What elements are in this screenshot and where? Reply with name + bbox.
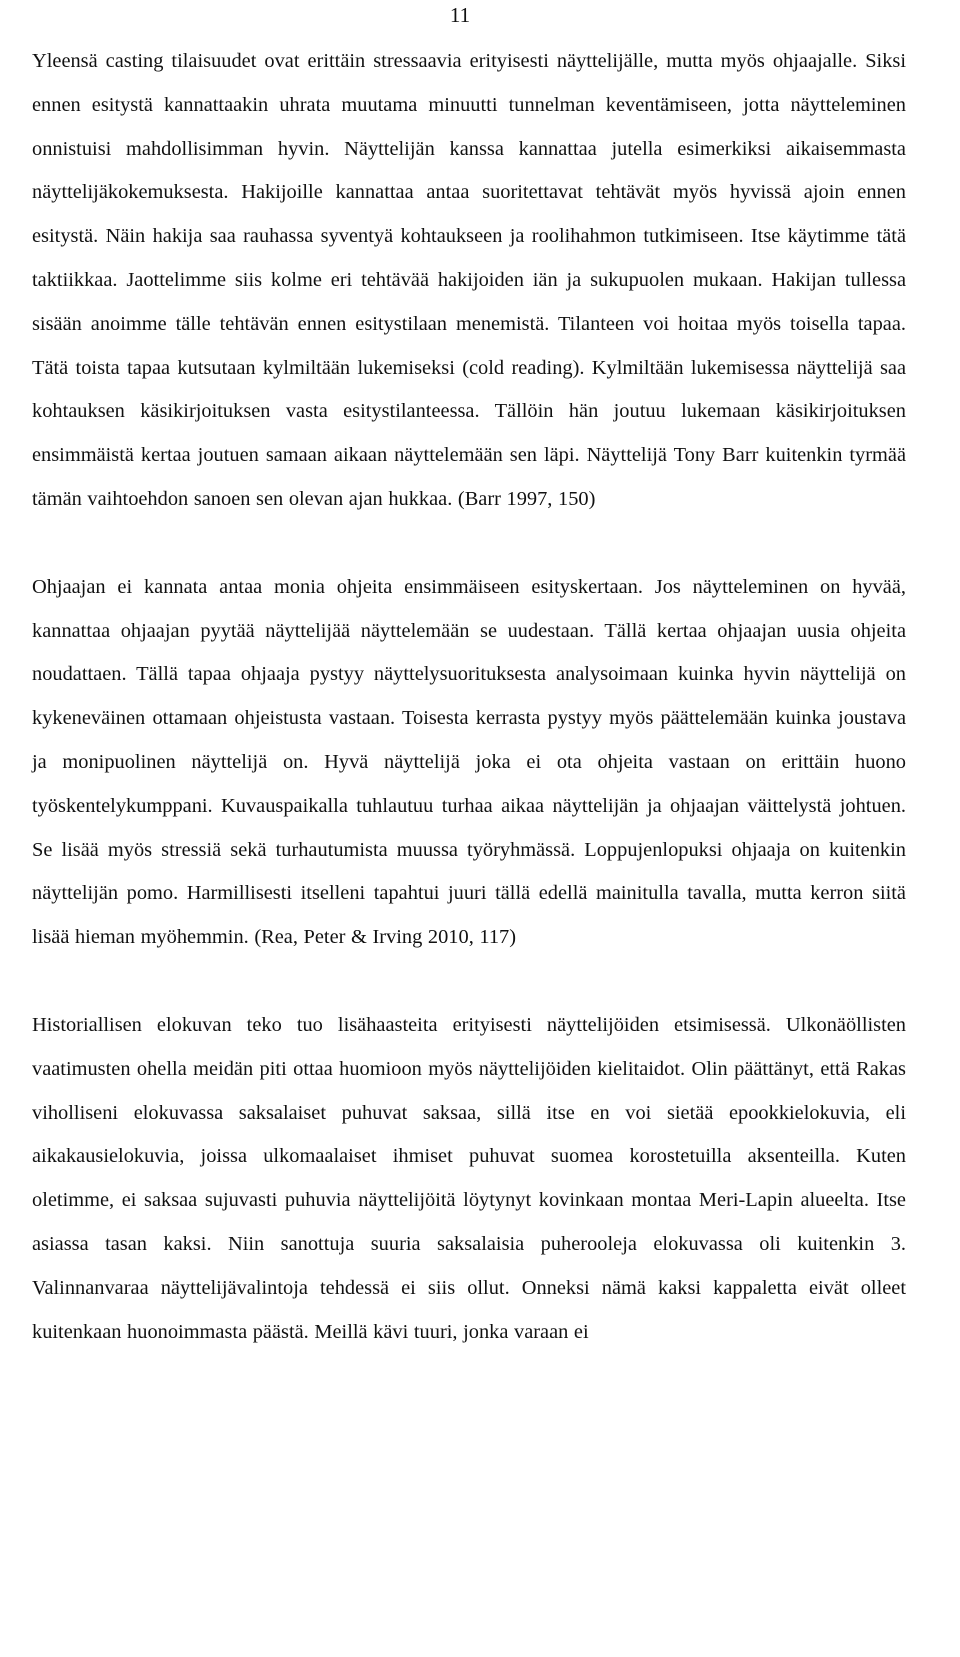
- paragraph-casting-auditions: Yleensä casting tilaisuudet ovat erittäin stressaavia erityisesti näyttelijälle, mutta myös ohjaajalle. Siksi ennen esitystä kannattaakin uhrata muutama minuutti tunnelman keventämiseen, jotta näytteleminen onnistuisi mahdollisimman hyvin. Näyttelijän kanssa kannattaa jutella esimerkiksi aikaisemmasta näyttelijäkokemuksesta. Hakijoille kannattaa antaa suoritettavat tehtävät myös hyvissä ajoin ennen esitystä. Näin hakija saa rauhassa syventyä kohtaukseen ja roolihahmon tutkimiseen. Itse käytimme tätä taktiikkaa. Jaottelimme siis kolme eri tehtävää hakijoiden iän ja sukupuolen mukaan. Hakijan tullessa sisään anoimme tälle tehtävän ennen esitystilaan menemistä. Tilanteen voi hoitaa myös toisella tapaa. Tätä toista tapaa kutsutaan kylmiltään lukemiseksi (cold reading). Kylmiltään lukemisessa näyttelijä saa kohtauksen käsikirjoituksen vasta esitystilanteessa. Tällöin hän joutuu lukemaan käsikirjoituksen ensimmäistä kertaa joutuen samaan aikaan näyttelemään sen läpi. Näyttelijä Tony Barr kuitenkin tyrmää tämän vaihtoehdon sanoen sen olevan ajan hukkaa. (Barr 1997, 150): [32, 50, 906, 510]
- paragraph-directing-instructions: Ohjaajan ei kannata antaa monia ohjeita ensimmäiseen esityskertaan. Jos näytteleminen on hyvää, kannattaa ohjaajan pyytää näyttelijää näyttelemään se uudestaan. Tällä kertaa ohjaajan uusia ohjeita noudattaen. Tällä tapaa ohjaaja pystyy näyttelysuorituksesta analysoimaan kuinka hyvin näyttelijä on kykeneväinen ottamaan ohjeistusta vastaan. Toisesta kerrasta pystyy myös päättelemään kuinka joustava ja monipuolinen näyttelijä on. Hyvä näyttelijä joka ei ota ohjeita vastaan on erittäin huono työskentelykumppani. Kuvauspaikalla tuhlautuu turhaa aikaa näyttelijän ja ohjaajan väittelystä johtuen. Se lisää myös stressiä sekä turhautumista muussa työryhmässä. Loppujenlopuksi ohjaaja on kuitenkin näyttelijän pomo. Harmillisesti itselleni tapahtui juuri tällä edellä mainitulla tavalla, mutta kerron siitä lisää hieman myöhemmin. (Rea, Peter & Irving 2010, 117): [32, 575, 906, 949]
- paragraph-historical-film-casting: Historiallisen elokuvan teko tuo lisähaasteita erityisesti näyttelijöiden etsimisessä. Ulkonäöllisten vaatimusten ohella meidän piti ottaa huomioon myös näyttelijöiden kielitaidot. Olin päättänyt, että Rakas viholliseni elokuvassa saksalaiset puhuvat saksaa, sillä itse en voi sietää epookkielokuvia, eli aikakausielokuvia, joissa ulkomaalaiset ihmiset puhuvat suomea korostetuilla aksenteilla. Kuten oletimme, ei saksaa sujuvasti puhuvia näyttelijöitä löytynyt kovinkaan montaa Meri-Lapin alueelta. Itse asiassa tasan kaksi. Niin sanottuja suuria saksalaisia puherooleja elokuvassa oli kuitenkin 3. Valinnanvaraa näyttelijävalintoja tehdessä ei siis ollut. Onneksi nämä kaksi kappaletta eivät olleet kuitenkaan huonoimmasta päästä. Meillä kävi tuuri, jonka varaan ei: [32, 1013, 906, 1343]
- page-number: 11: [449, 3, 471, 27]
- document-body: [32, 40, 906, 1398]
